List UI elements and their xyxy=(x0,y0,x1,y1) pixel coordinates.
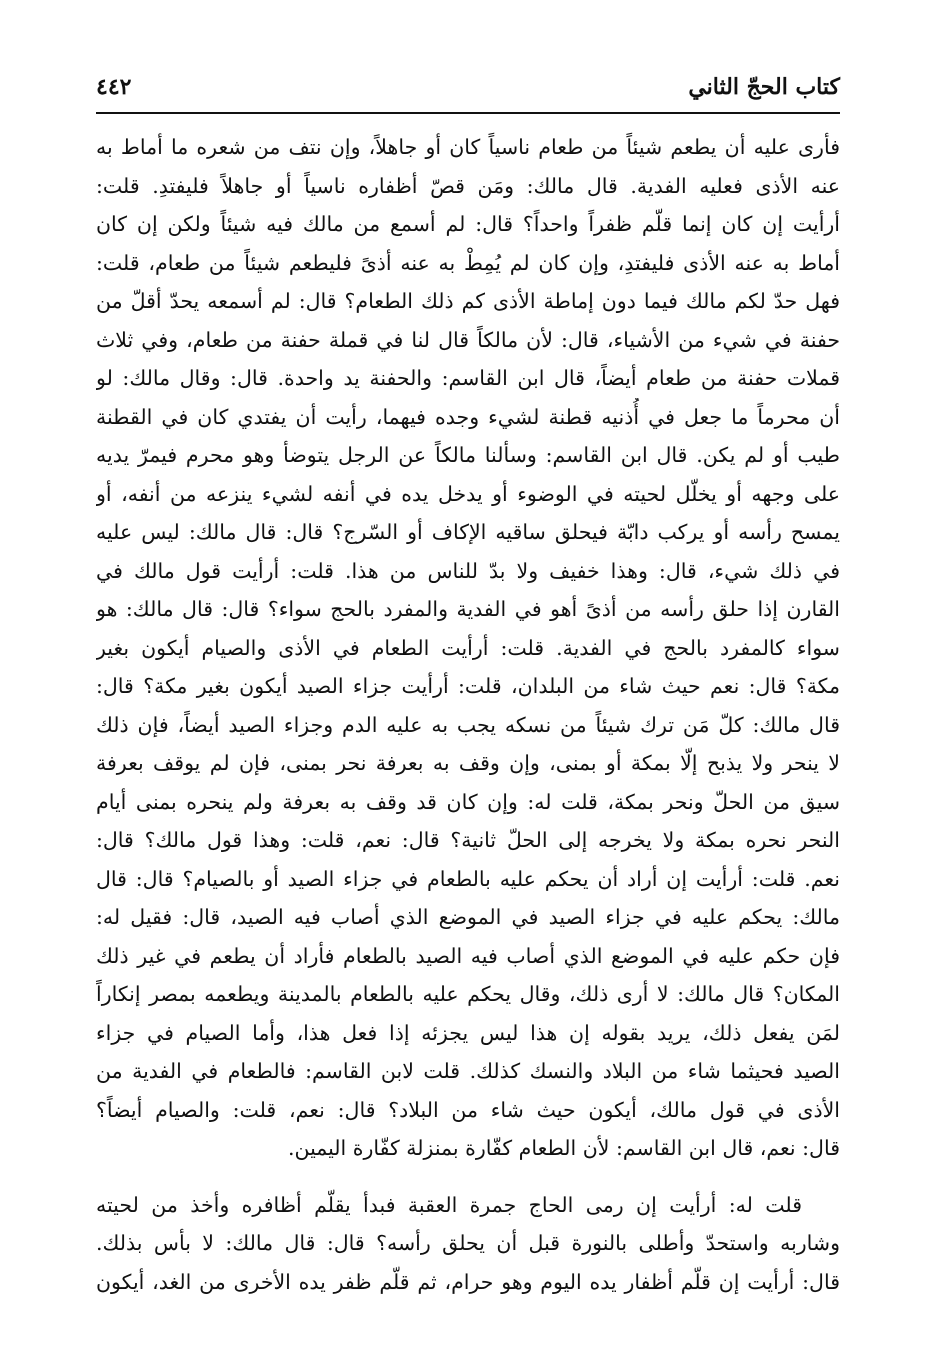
text-line: يمسح رأسه أو يركب دابّة فيحلق ساقيه الإكاف أو السّرج؟ قال: قال مالك: ليس عليه xyxy=(96,520,840,544)
text-line: قملات حفنة من طعام أيضاً، قال ابن القاسم: والحفنة يد واحدة. قال: وقال مالك: لو xyxy=(96,366,840,390)
text-line: طيب أو لم يكن. قال ابن القاسم: وسألنا مالكاً عن الرجل يتوضأ وهو محرم فيمرّ يديه xyxy=(96,443,840,467)
text-line: القارن إذا حلق رأسه من أذىً أهو في الفدية والمفرد بالحج سواء؟ قال: قال مالك: هو xyxy=(96,597,840,621)
text-line: قال: نعم، قال ابن القاسم: لأن الطعام كفّارة بمنزلة كفّارة اليمين. xyxy=(287,1136,840,1160)
page-body xyxy=(96,128,840,1301)
text-line: أماط به عنه الأذى فليفتدِ، وإن كان لم يُمِطْ به عنه أذىً فليطعم شيئاً من طعام، قلت: xyxy=(96,250,840,275)
text-line: الصيد فحيثما شاء من البلاد والنسك كذلك. قلت لابن القاسم: فالطعام في الفدية من xyxy=(96,1059,840,1083)
text-line: في ذلك شيء، قال: وهذا خفيف ولا بدّ للناس من هذا. قلت: أرأيت قول مالك في xyxy=(96,558,840,583)
text-line: أن محرماً ما جعل في أُذنيه قطنة لشيء وجده فيهما، رأيت أن يفتدي كان في القطنة xyxy=(96,404,840,429)
text-line: فهل حدّ لكم مالك فيما دون إماطة الأذى كم ذلك الطعام؟ قال: لم أسمعه يحدّ أقلّ من xyxy=(96,289,840,313)
text-line: لمَن يفعل ذلك، يريد بقوله إن هذا ليس يجزئه إذا فعل هذا، وأما الصيام في جزاء xyxy=(96,1020,840,1045)
page-header xyxy=(96,66,840,114)
text-line: فإن حكم عليه في الموضع الذي أصاب فيه الصيد بالطعام فأراد أن يطعم في غير ذلك xyxy=(96,943,840,968)
text-line: مكة؟ قال: نعم حيث شاء من البلدان، قلت: أرأيت جزاء الصيد أيكون بغير مكة؟ قال: xyxy=(96,674,840,698)
paragraph-2 xyxy=(96,1186,840,1302)
text-line: حفنة في شيء من الأشياء، قال: لأن مالكاً قال لنا في قملة حفنة من طعام، وفي ثلاث xyxy=(96,327,840,352)
text-line: نعم. قلت: أرأيت إن أراد أن يحكم عليه بالطعام في جزاء الصيد أو بالصيام؟ قال: قال xyxy=(96,866,840,891)
text-line: على وجهه أو يخلّل لحيته في الوضوء أو يدخل يده في أنفه لشيء ينزعه من أنفه، أو xyxy=(96,481,840,506)
text-line: سواء كالمفرد بالحج في الفدية. قلت: أرأيت الطعام في الأذى والصيام أيكون بغير xyxy=(96,635,840,660)
text-line: المكان؟ قال مالك: لا أرى ذلك، وقال يحكم عليه بالطعام بالمدينة ويطعمه بمصر إنكاراً xyxy=(96,982,840,1006)
text-line: الأذى في قول مالك، أيكون حيث شاء من البلاد؟ قال: نعم، قلت: والصيام أيضاً؟ xyxy=(96,1097,840,1122)
text-line: قال: أرأيت إن قلّم أظفار يده اليوم وهو حرام، ثم قلّم ظفر يده الأخرى من الغد، أيكون xyxy=(96,1269,840,1294)
paragraph-gap xyxy=(96,1168,840,1186)
text-line: مالك: يحكم عليه في جزاء الصيد في الموضع الذي أصاب فيه الصيد، قال: فقيل له: xyxy=(96,905,840,929)
text-line: لا ينحر ولا يذبح إلّا بمكة أو بمنى، وإن وقف به بعرفة نحر بمنى، فإن لم يوقف بعرفة xyxy=(96,751,840,775)
text-line: فأرى عليه أن يطعم شيئاً من طعام ناسياً كان أو جاهلاً، وإن نتف من شعره ما أماط به xyxy=(96,135,840,159)
page-number: ٤٤٢ xyxy=(96,74,132,100)
text-line: عنه الأذى فعليه الفدية. قال مالك: ومَن قصّ أظفاره ناسياً أو جاهلاً فليفتدِ. قلت: xyxy=(96,173,840,198)
text-line: قال مالك: كلّ مَن ترك شيئاً من نسكه يجب به عليه الدم وجزاء الصيد أيضاً، فإن ذلك xyxy=(96,712,840,737)
text-line: النحر نحره بمكة ولا يخرجه إلى الحلّ ثانية؟ قال: نعم، قلت: وهذا قول مالك؟ قال: xyxy=(96,828,840,852)
text-line: وشاربه واستحدّ وأطلى بالنورة قبل أن يحلق رأسه؟ قال: قال مالك: لا بأس بذلك. xyxy=(96,1231,840,1255)
running-title: كتاب الحجّ الثاني xyxy=(688,74,840,100)
text-line: أرأيت إن كان إنما قلّم ظفراً واحداً؟ قال: لم أسمع من مالك فيه شيئاً ولكن إن كان xyxy=(96,212,840,236)
text-line: سيق من الحلّ ونحر بمكة، قلت له: وإن كان قد وقف به بعرفة ولم ينحره بمنى أيام xyxy=(96,789,840,814)
text-line: قلت له: أرأيت إن رمى الحاج جمرة العقبة فبدأ يقلّم أظافره وأخذ من لحيته xyxy=(96,1192,802,1217)
paragraph-1 xyxy=(96,128,840,1168)
